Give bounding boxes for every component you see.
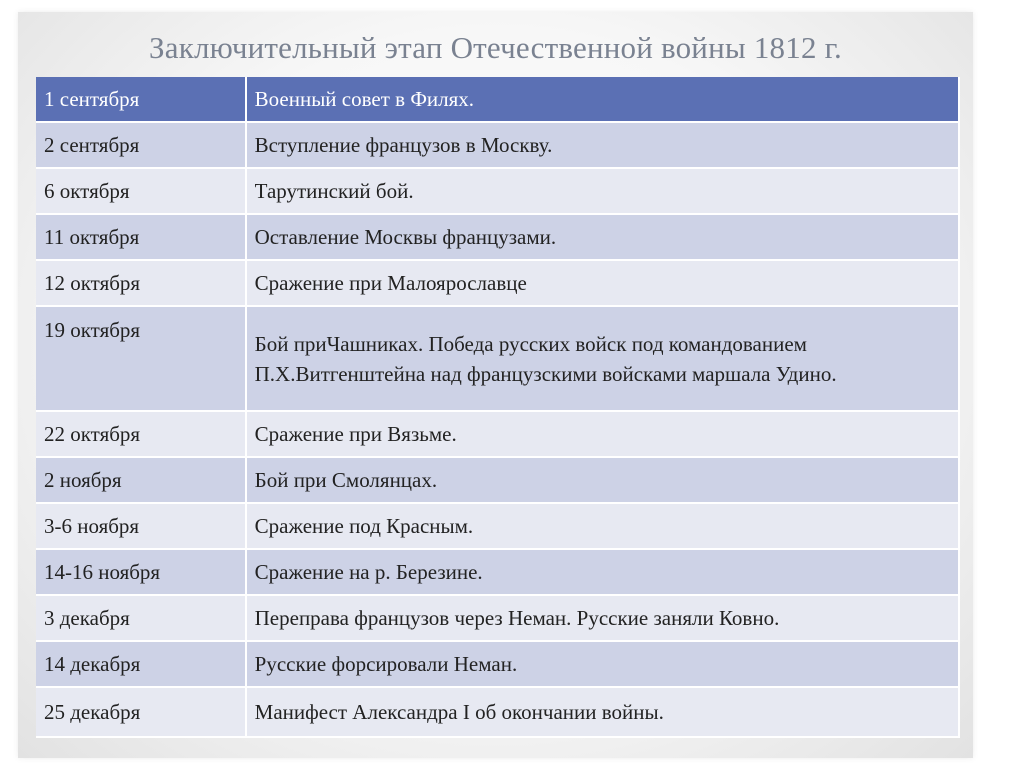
table-row bbox=[36, 550, 960, 596]
date-cell: 14 декабря bbox=[36, 642, 247, 688]
events-table bbox=[36, 77, 960, 738]
table-row bbox=[36, 307, 960, 412]
date-cell: 6 октября bbox=[36, 169, 247, 215]
event-cell: Оставление Москвы французами. bbox=[247, 215, 960, 261]
event-cell: Бой при Смолянцах. bbox=[247, 458, 960, 504]
event-cell: Переправа французов через Неман. Русские заняли Ковно. bbox=[247, 596, 960, 642]
slide bbox=[18, 12, 973, 758]
event-cell: Сражение при Вязьме. bbox=[247, 412, 960, 458]
date-cell: 2 сентября bbox=[36, 123, 247, 169]
date-cell: 11 октября bbox=[36, 215, 247, 261]
date-cell: 25 декабря bbox=[36, 688, 247, 738]
table-row bbox=[36, 123, 960, 169]
table-row bbox=[36, 261, 960, 307]
event-cell: Русские форсировали Неман. bbox=[247, 642, 960, 688]
date-cell: 12 октября bbox=[36, 261, 247, 307]
event-cell: Военный совет в Филях. bbox=[247, 77, 960, 123]
table-row bbox=[36, 596, 960, 642]
event-cell: Бой приЧашниках. Победа русских войск под командованием П.Х.Витгенштейна над французскими войсками маршала Удино. bbox=[247, 307, 960, 412]
date-cell: 22 октября bbox=[36, 412, 247, 458]
date-cell: 19 октября bbox=[36, 307, 247, 412]
table-row bbox=[36, 458, 960, 504]
event-cell: Сражение под Красным. bbox=[247, 504, 960, 550]
event-cell: Тарутинский бой. bbox=[247, 169, 960, 215]
table-row bbox=[36, 215, 960, 261]
event-cell: Сражение при Малоярославце bbox=[247, 261, 960, 307]
table-row bbox=[36, 504, 960, 550]
date-cell: 1 сентября bbox=[36, 77, 247, 123]
table-row bbox=[36, 642, 960, 688]
date-cell: 2 ноября bbox=[36, 458, 247, 504]
date-cell: 3-6 ноября bbox=[36, 504, 247, 550]
event-cell: Сражение на р. Березине. bbox=[247, 550, 960, 596]
table-row bbox=[36, 77, 960, 123]
date-cell: 3 декабря bbox=[36, 596, 247, 642]
date-cell: 14-16 ноября bbox=[36, 550, 247, 596]
table-row bbox=[36, 169, 960, 215]
event-cell: Вступление французов в Москву. bbox=[247, 123, 960, 169]
table-row bbox=[36, 412, 960, 458]
table-row bbox=[36, 688, 960, 738]
event-cell: Манифест Александра I об окончании войны. bbox=[247, 688, 960, 738]
slide-title: Заключительный этап Отечественной войны 1812 г. bbox=[149, 30, 842, 65]
